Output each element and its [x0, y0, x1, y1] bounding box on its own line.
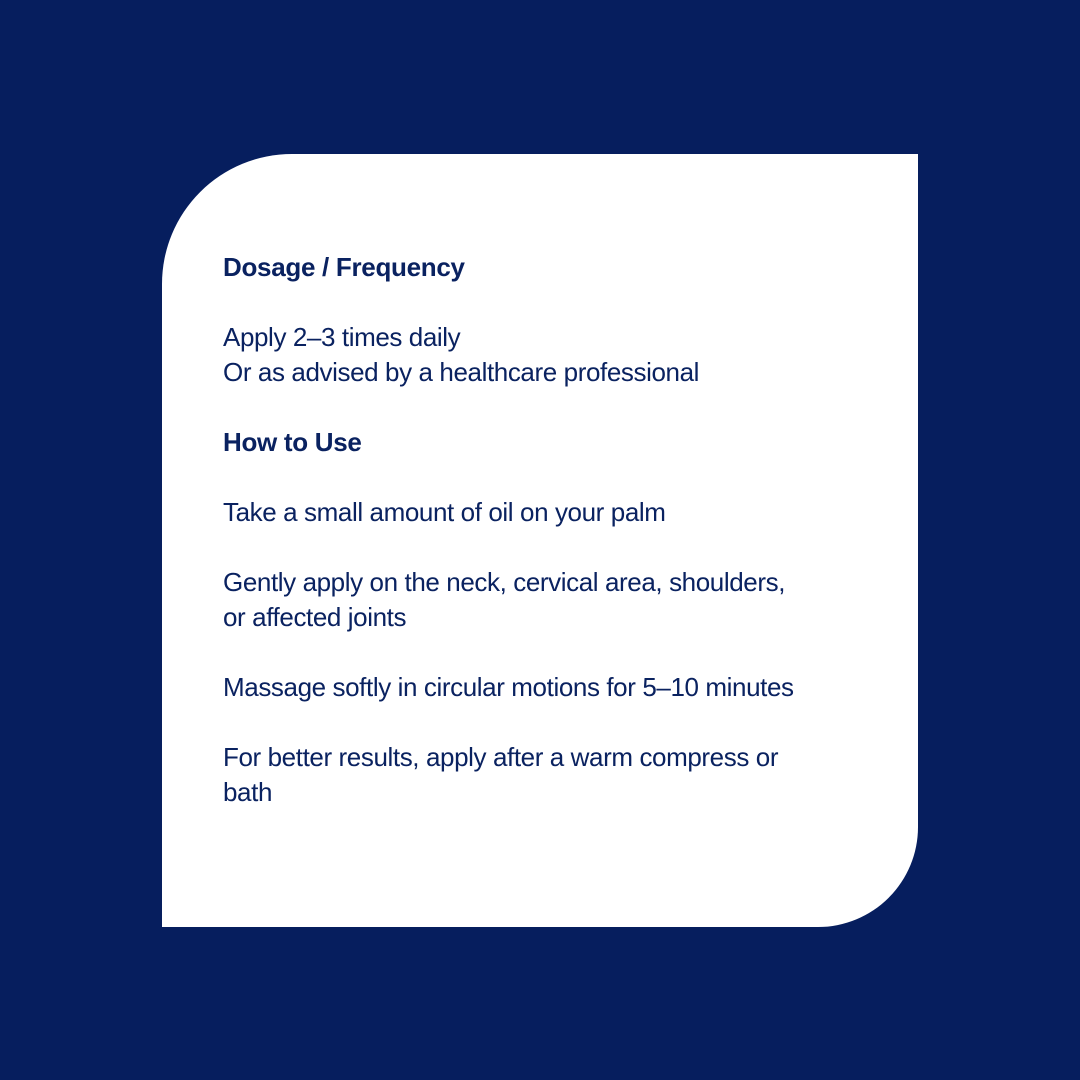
how-to-use-heading: How to Use	[223, 427, 362, 457]
spacer	[223, 705, 878, 740]
step-text: Massage softly in circular motions for 5–10 minutes	[223, 672, 794, 702]
info-card	[162, 154, 918, 927]
step-text: For better results, apply after a warm compress or	[223, 742, 779, 772]
spacer	[223, 635, 878, 670]
step-text: or affected joints	[223, 602, 407, 632]
step-text: Take a small amount of oil on your palm	[223, 497, 666, 527]
spacer	[223, 530, 878, 565]
dosage-line: Or as advised by a healthcare professional	[223, 357, 700, 387]
step-text: Gently apply on the neck, cervical area, shoulders,	[223, 567, 786, 597]
dosage-heading: Dosage / Frequency	[223, 252, 465, 282]
dosage-line: Apply 2–3 times daily	[223, 322, 461, 352]
step-text: bath	[223, 777, 273, 807]
spacer	[223, 390, 878, 425]
spacer	[223, 285, 878, 320]
spacer	[223, 460, 878, 495]
